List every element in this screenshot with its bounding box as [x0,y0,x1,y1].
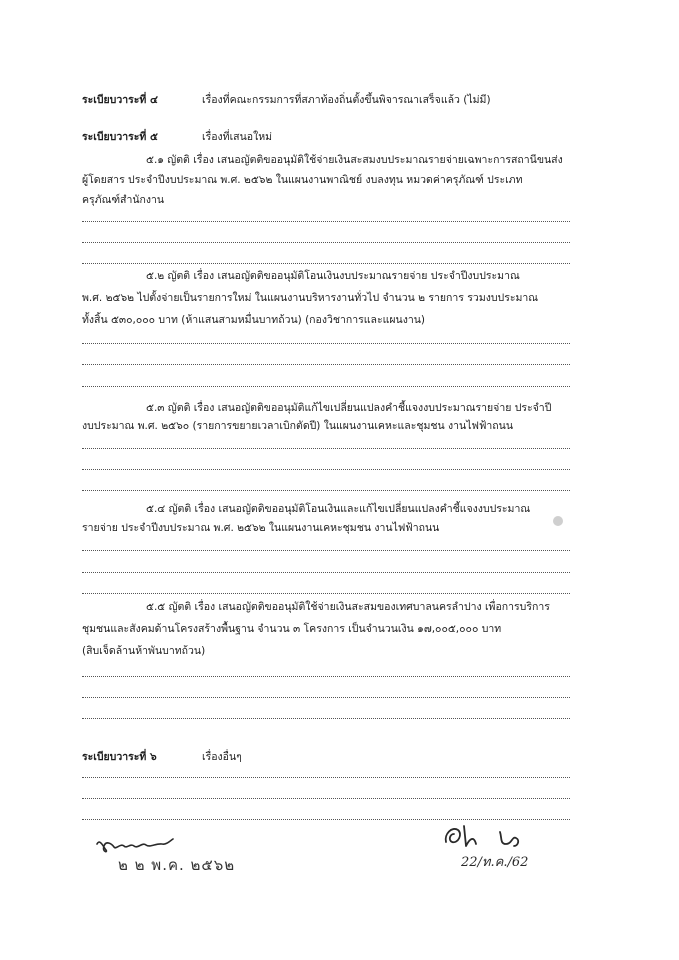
item-5-1-line-3: ครุภัณฑ์สำนักงาน [82,194,165,206]
agenda-6-label: ระเบียบวาระที่ ๖ [82,751,157,763]
item-5-3-line-1: ๕.๓ ญัตติ เรื่อง เสนอญัตติขออนุมัติแก้ไขเปลี่ยนแปลงคำชี้แจงงบประมาณรายจ่าย ประจำปี [146,402,552,414]
item-5-5-line-1: ๕.๕ ญัตติ เรื่อง เสนอญัตติขออนุมัติใช้จ่ายเงินสะสมของเทศบาลนครลำปาง เพื่อการบริการ [146,601,550,613]
blank-line [82,718,570,719]
blank-line [82,469,570,470]
agenda-4-label: ระเบียบวาระที่ ๔ [82,94,158,106]
blank-line [82,448,570,449]
item-5-2-line-3: ทั้งสิ้น ๕๓๐,๐๐๐ บาท (ห้าแสนสามหมื่นบาทถ้วน) (กองวิชาการและแผนงาน) [82,314,426,326]
item-5-1-line-1: ๕.๑ ญัตติ เรื่อง เสนอญัตติขออนุมัติใช้จ่ายเงินสะสมงบประมาณรายจ่ายเฉพาะการสถานีขนส่ง [146,154,563,166]
item-5-4-line-1: ๕.๔ ญัตติ เรื่อง เสนอญัตติขออนุมัติโอนเงินและแก้ไขเปลี่ยนแปลงคำชี้แจงงบประมาณ [146,503,531,515]
blank-line [82,697,570,698]
scan-speck [553,516,563,526]
date-stamp: ๒ ๒ พ.ค. ๒๕๖๒ [118,856,236,874]
agenda-4-text: เรื่องที่คณะกรรมการที่สภาท้องถิ่นตั้งขึ้นพิจารณาเสร็จแล้ว (ไม่มี) [202,94,491,106]
item-5-5-line-2: ชุมชนและสังคมด้านโครงสร้างพื้นฐาน จำนวน ๓ โครงการ เป็นจำนวนเงิน ๑๗,๐๐๕,๐๐๐ บาท [82,623,502,635]
agenda-5-text: เรื่องที่เสนอใหม่ [202,131,273,143]
blank-line [82,550,570,551]
blank-line [82,343,570,344]
blank-line [82,777,570,778]
item-5-2-line-1: ๕.๒ ญัตติ เรื่อง เสนอญัตติขออนุมัติโอนเงินงบประมาณรายจ่าย ประจำปีงบประมาณ [146,270,520,282]
blank-line [82,364,570,365]
blank-line [82,572,570,573]
item-5-1-line-2: ผู้โดยสาร ประจำปีงบประมาณ พ.ศ. ๒๕๖๒ ในแผนงานพาณิชย์ งบลงทุน หมวดค่าครุภัณฑ์ ประเภท [82,174,523,186]
item-5-2-line-2: พ.ศ. ๒๕๖๒ ไปตั้งจ่ายเป็นรายการใหม่ ในแผนงานบริหารงานทั่วไป จำนวน ๒ รายการ รวมงบประมาณ [82,292,539,304]
signature-right [440,820,540,856]
blank-line [82,676,570,677]
item-5-5-line-3: (สิบเจ็ดล้านห้าพันบาทถ้วน) [82,645,206,657]
item-5-4-line-2: รายจ่าย ประจำปีงบประมาณ พ.ศ. ๒๕๖๒ ในแผนงานเคหะชุมชน งานไฟฟ้าถนน [82,522,440,534]
blank-line [82,242,570,243]
handwritten-date: 22/ท.ค./62 [461,855,529,870]
agenda-5-label: ระเบียบวาระที่ ๕ [82,131,158,143]
blank-line [82,263,570,264]
blank-line [82,490,570,491]
blank-line [82,386,570,387]
blank-line [82,221,570,222]
blank-line [82,798,570,799]
blank-line [82,593,570,594]
handwritten-initial-left [94,834,176,856]
item-5-3-line-2: งบประมาณ พ.ศ. ๒๕๖๐ (รายการขยายเวลาเบิกตัดปี) ในแผนงานเคหะและชุมชน งานไฟฟ้าถนน [82,420,513,432]
agenda-6-text: เรื่องอื่นๆ [202,751,242,763]
